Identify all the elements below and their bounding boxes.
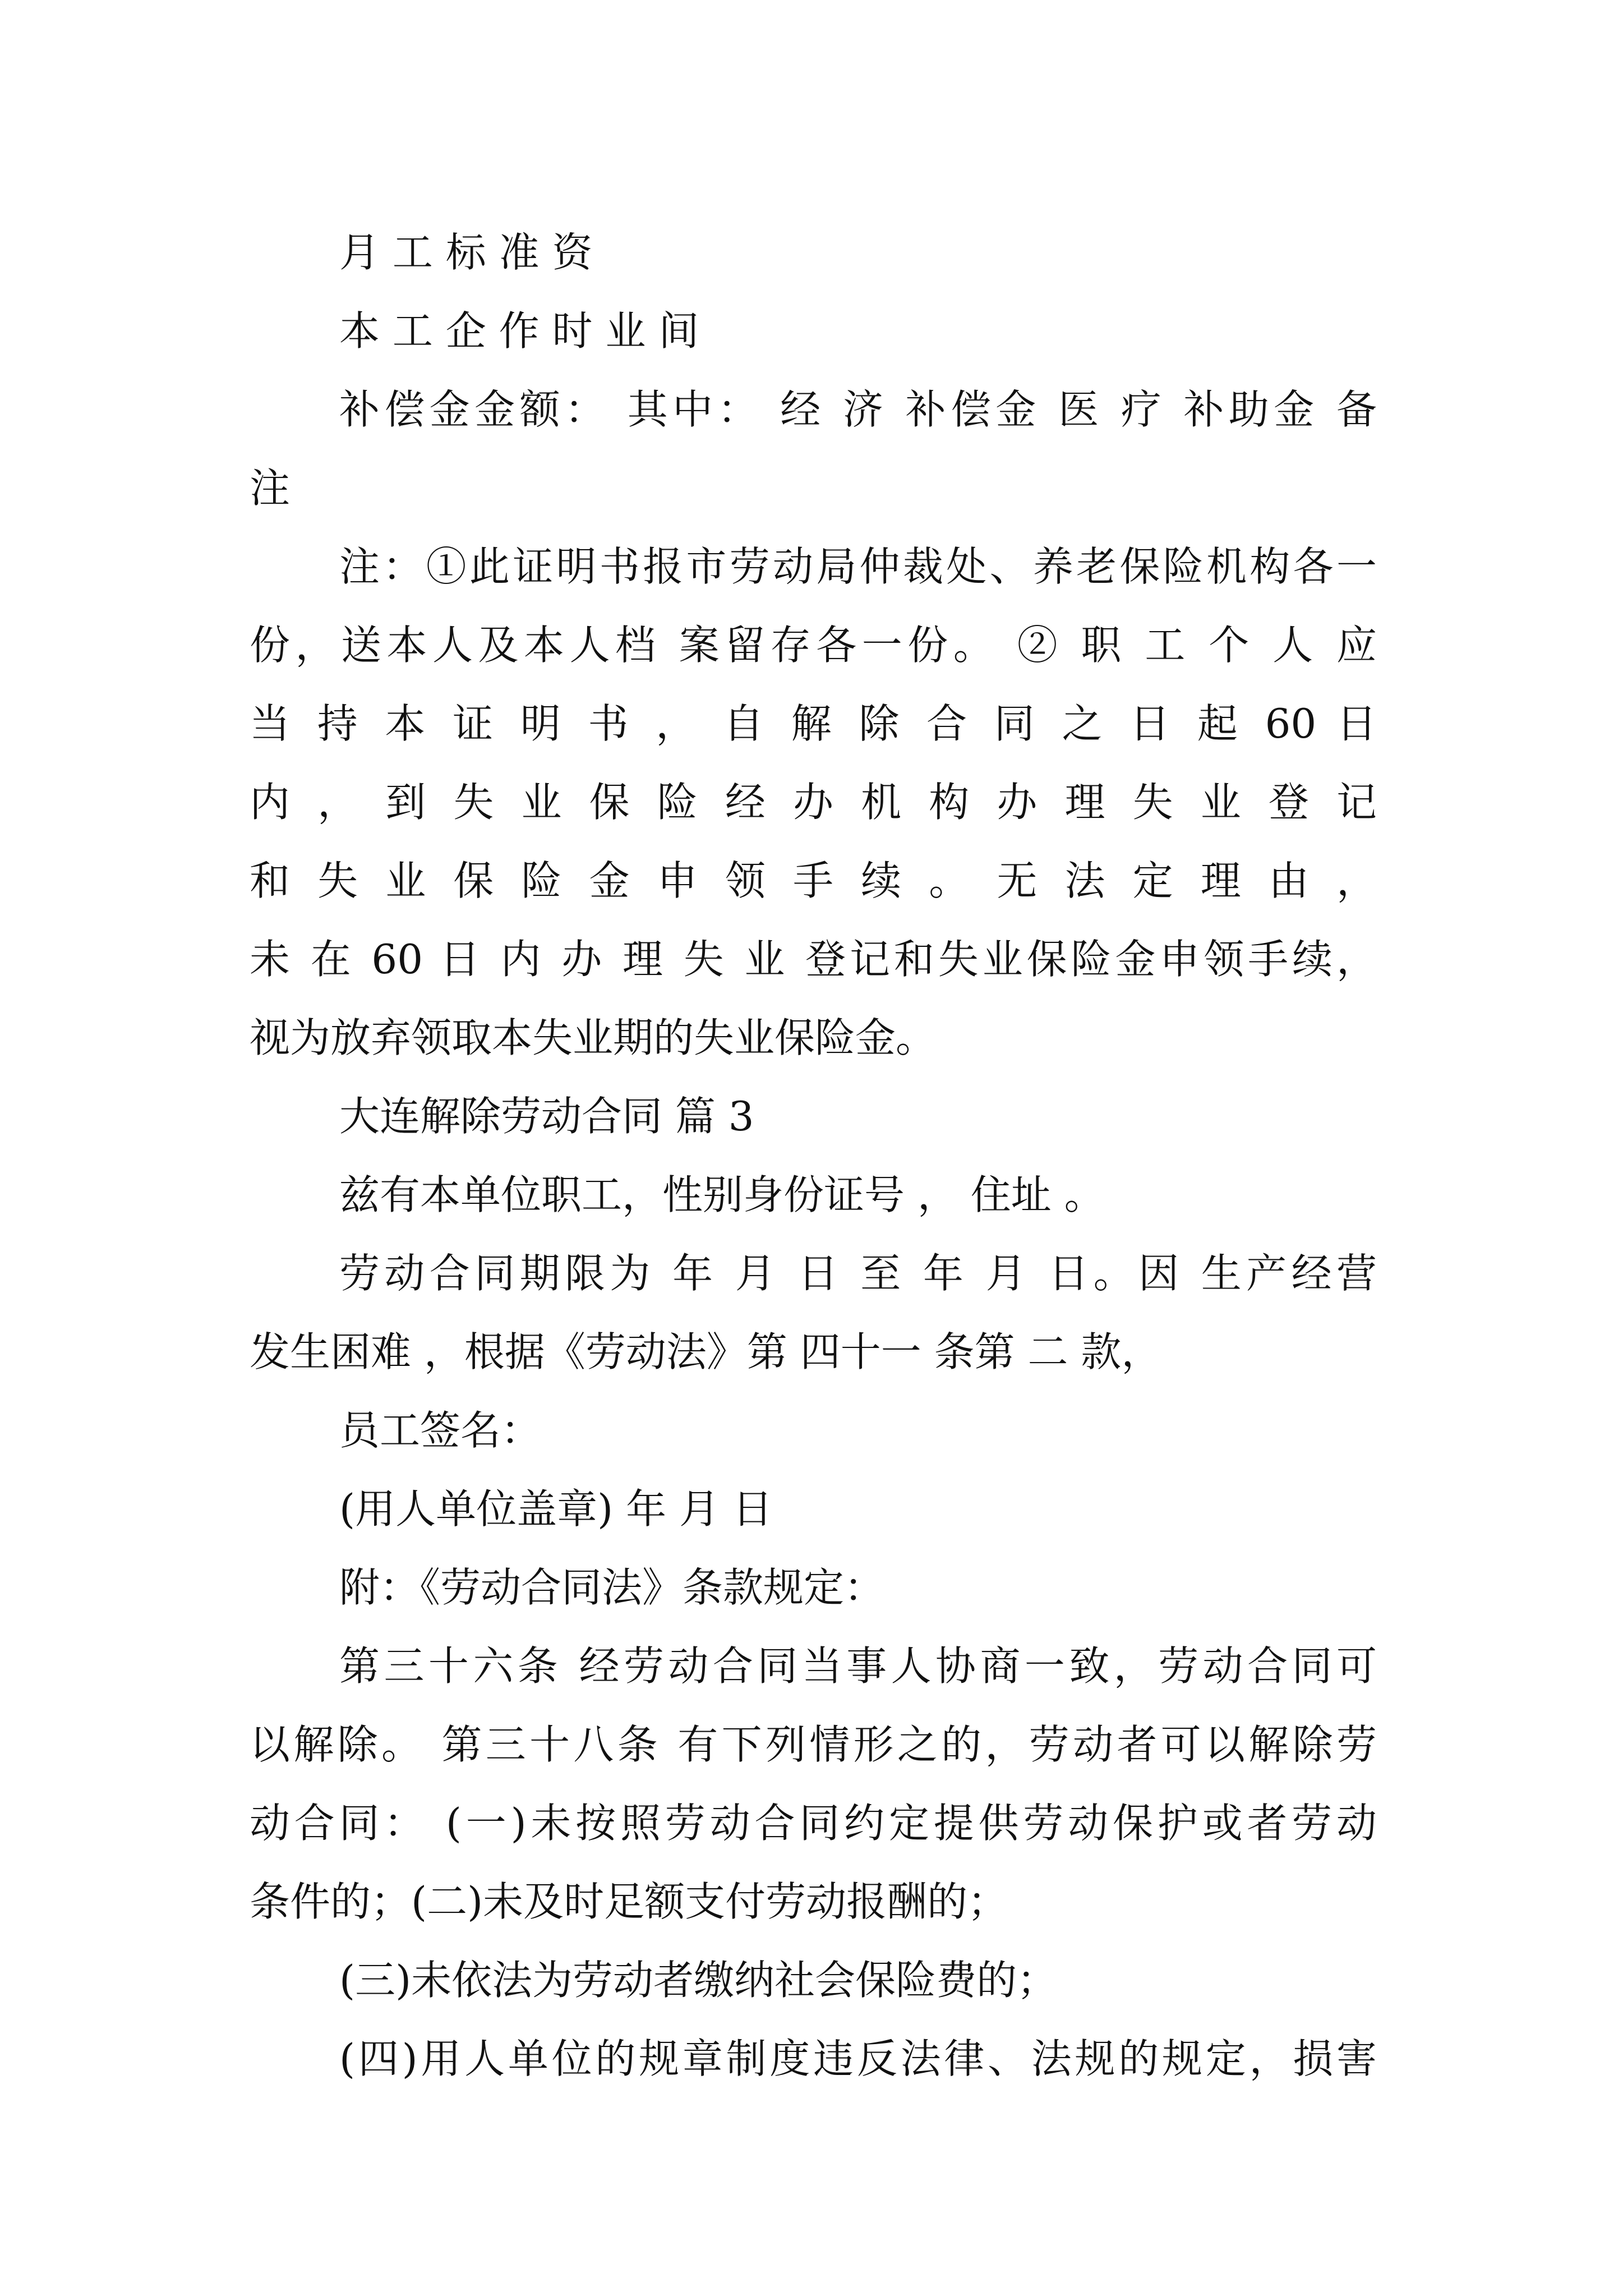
text-line: 附：《劳动合同法》条款规定： [339,1564,885,1611]
text-line: 动合同： (一)未按照劳动合同约定提供劳动保护或者劳动 [250,1800,1377,1847]
text-line: 第三十六条 经劳动合同当事人协商一致，劳动合同可 [339,1642,1377,1690]
text-line: 本 工 企 作 时 业 间 [339,307,699,355]
text-line: 补偿金金额： 其中： 经 济 补偿金 医 疗 补助金 备 [339,386,1377,433]
text-line: 当 持 本 证 明 书 ， 自 解 除 合 同 之 日 起 60 日 [250,700,1377,747]
text-line: (用人单位盖章) 年 月 日 [339,1485,773,1533]
text-line: (三)未依法为劳动者缴纳社会保险费的； [339,1957,1058,2004]
text-line: 和 失 业 保 险 金 申 领 手 续 。 无 法 定 理 由 ， [250,857,1377,904]
text-line: 月 工 标 准 资 [339,229,593,276]
text-line: 劳动合同期限为 年 月 日 至 年 月 日。因 生产经营 [339,1250,1377,1297]
text-line: (四)用人单位的规章制度违反法律、法规的规定，损害 [339,2035,1377,2082]
text-line: 内 ， 到 失 业 保 险 经 办 机 构 办 理 失 业 登 记 [250,779,1377,826]
text-line: 发生困难 ，根据《劳动法》第 四十一 条第 二 款， [250,1328,1162,1375]
text-line: 注：①此证明书报市劳动局仲裁处、养老保险机构各一 [339,543,1377,590]
document-page [250,213,1377,2098]
text-line: 未 在 60 日 内 办 理 失 业 登记和失业保险金申领手续， [250,936,1377,983]
text-line: 注 [250,464,291,512]
text-line: 以解除。 第三十八条 有下列情形之的，劳动者可以解除劳 [250,1721,1377,1768]
section-heading: 大连解除劳动合同 篇 3 [339,1093,754,1140]
text-line: 视为放弃领取本失业期的失业保险金。 [250,1014,937,1061]
text-line: 份，送本人及本人档 案留存各一份。 ② 职 工 个 人 应 [250,622,1377,669]
text-line: 兹有本单位职工，性别身份证号 ， 住址 。 [339,1171,1105,1218]
text-line: 条件的；(二)未及时足额支付劳动报酬的； [250,1878,1008,1925]
text-line: 员工签名： [339,1407,542,1454]
